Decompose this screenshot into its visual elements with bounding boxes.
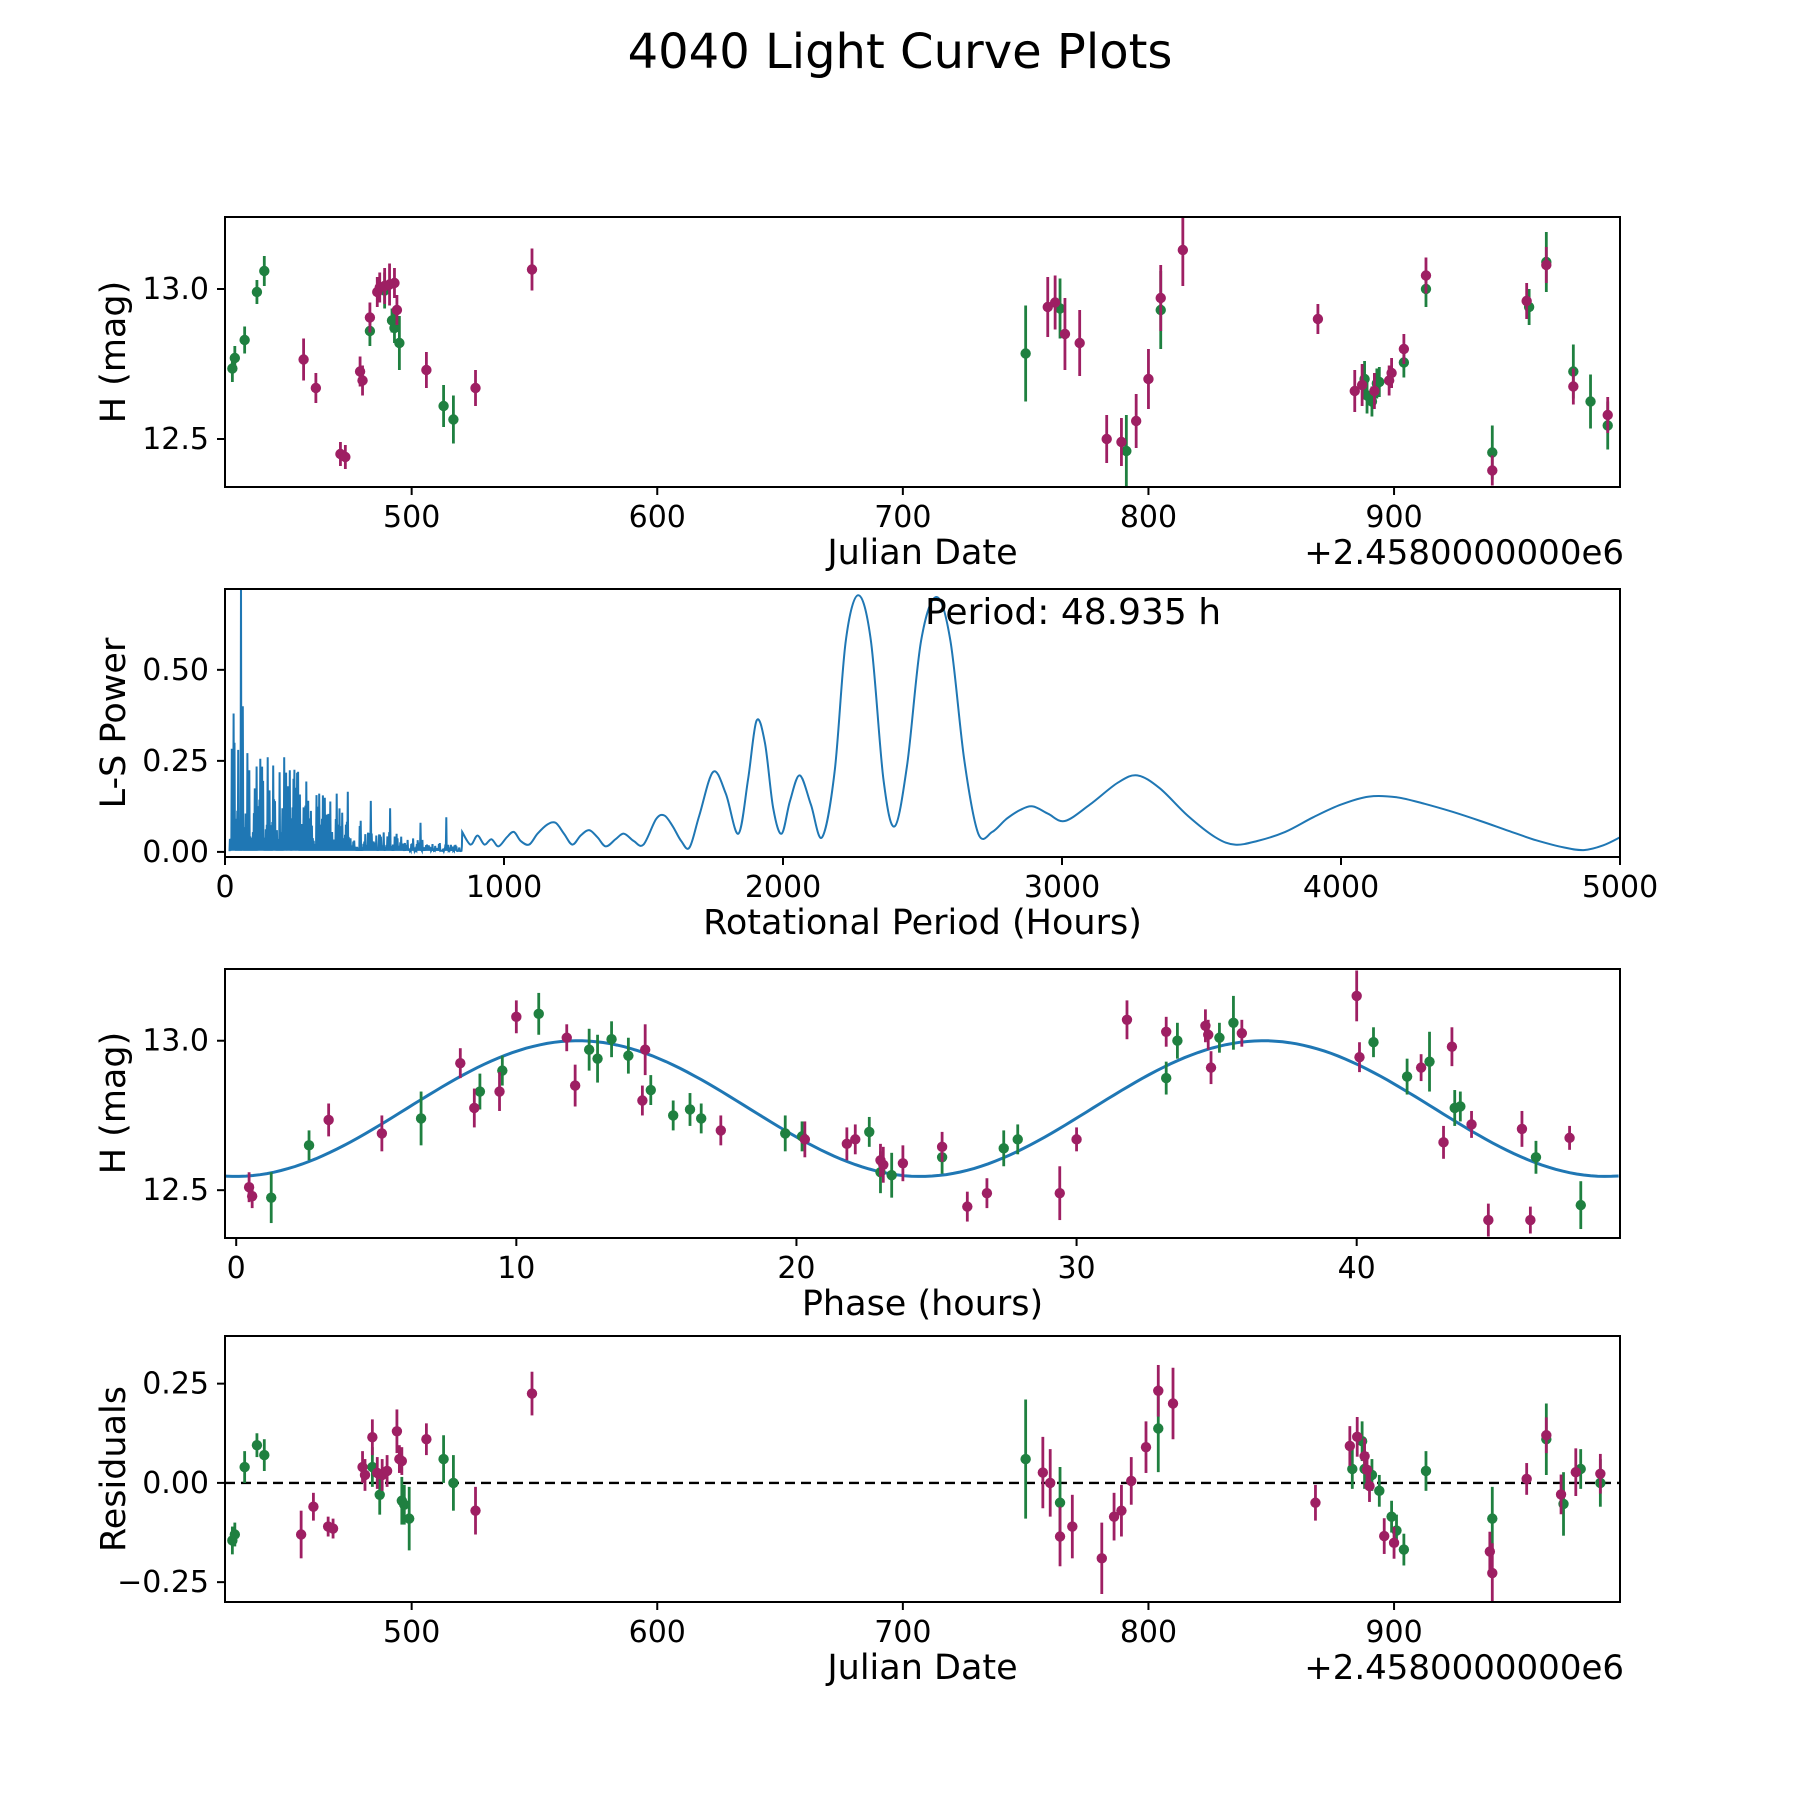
x-tick-label: 500: [383, 500, 441, 535]
y-tick-label: −0.25: [117, 1565, 209, 1601]
data-point: [1055, 1498, 1065, 1508]
y-tick-label: 0.25: [142, 1366, 209, 1402]
data-point: [1228, 1018, 1238, 1028]
data-point: [1351, 991, 1361, 1001]
lightcurve-axis-offset-text: +2.4580000000e6: [1304, 533, 1624, 573]
data-point: [455, 1058, 465, 1068]
x-tick-label: 700: [874, 500, 932, 535]
data-point: [1595, 1469, 1605, 1479]
data-point: [1071, 1134, 1081, 1144]
data-point: [1013, 1134, 1023, 1144]
night-set-1-series: [266, 993, 1586, 1229]
data-point: [1067, 1521, 1077, 1531]
data-point: [323, 1115, 333, 1125]
data-point: [1055, 1188, 1065, 1198]
axes-frame: [225, 969, 1620, 1238]
data-point: [404, 1513, 414, 1523]
data-point: [1487, 1568, 1497, 1578]
data-point: [1568, 381, 1578, 391]
data-point: [1172, 1036, 1182, 1046]
data-point: [640, 1045, 650, 1055]
data-point: [570, 1080, 580, 1090]
data-point: [340, 452, 350, 462]
data-point: [375, 1490, 385, 1500]
data-point: [1386, 368, 1396, 378]
data-point: [416, 1113, 426, 1123]
phased-content: [225, 970, 1619, 1236]
data-point: [1122, 1015, 1132, 1025]
data-point: [878, 1160, 888, 1170]
residuals-content: [225, 1365, 1620, 1603]
data-point: [716, 1125, 726, 1135]
data-point: [296, 1529, 306, 1539]
lightcurve-xlabel: Julian Date: [827, 533, 1018, 573]
data-point: [886, 1170, 896, 1180]
data-point: [1178, 245, 1188, 255]
data-point: [1576, 1200, 1586, 1210]
data-point: [311, 383, 321, 393]
data-point: [1050, 297, 1060, 307]
data-point: [898, 1158, 908, 1168]
data-point: [1097, 1553, 1107, 1563]
data-point: [421, 1434, 431, 1444]
phase-subplot: [142, 969, 1620, 1286]
data-point: [1416, 1062, 1426, 1072]
data-point: [470, 1505, 480, 1515]
x-tick-label: 30: [1057, 1251, 1096, 1286]
axes-frame: [225, 1336, 1620, 1602]
y-tick-label: 0.00: [142, 1465, 209, 1501]
data-point: [1020, 348, 1030, 358]
data-point: [1074, 338, 1084, 348]
x-tick-label: 0: [215, 870, 235, 905]
periodogram-subplot: [142, 589, 1659, 905]
data-point: [1374, 1486, 1384, 1496]
model-curve: [225, 1041, 1619, 1177]
y-tick-label: 13.0: [142, 272, 209, 307]
x-tick-label: 600: [628, 1615, 686, 1650]
data-point: [448, 414, 458, 424]
data-point: [1038, 1467, 1048, 1477]
data-point: [1153, 1423, 1163, 1433]
x-tick-label: 20: [777, 1251, 816, 1286]
data-point: [1541, 260, 1551, 270]
x-tick-label: 4000: [1302, 870, 1380, 905]
data-point: [1525, 1215, 1535, 1225]
x-tick-label: 900: [1365, 1615, 1423, 1650]
y-tick-label: 12.5: [142, 422, 209, 457]
data-point: [239, 1462, 249, 1472]
night-set-1-series: [227, 1385, 1605, 1566]
data-point: [1214, 1033, 1224, 1043]
data-point: [668, 1110, 678, 1120]
data-point: [1206, 1062, 1216, 1072]
data-point: [1143, 374, 1153, 384]
data-point: [470, 383, 480, 393]
x-tick-label: 0: [226, 1251, 246, 1286]
data-point: [1455, 1101, 1465, 1111]
x-tick-label: 3000: [1023, 870, 1101, 905]
data-point: [382, 1466, 392, 1476]
lightcurve-plot-area: [142, 217, 1620, 535]
data-point: [1368, 1037, 1378, 1047]
data-point: [360, 1470, 370, 1480]
data-point: [864, 1127, 874, 1137]
data-point: [1055, 1531, 1065, 1541]
data-point: [1310, 1498, 1320, 1508]
data-point: [1571, 1467, 1581, 1477]
data-point: [1101, 434, 1111, 444]
data-point: [328, 1523, 338, 1533]
data-point: [397, 1456, 407, 1466]
data-point: [1399, 344, 1409, 354]
x-tick-label: 800: [1119, 500, 1178, 535]
data-point: [962, 1201, 972, 1211]
data-point: [389, 278, 399, 288]
periodogram-plot-area: [142, 589, 1659, 905]
data-point: [392, 1426, 402, 1436]
data-point: [377, 1128, 387, 1138]
data-point: [448, 1478, 458, 1488]
data-point: [1421, 1466, 1431, 1476]
data-point: [357, 375, 367, 385]
data-point: [494, 1086, 504, 1096]
data-point: [850, 1134, 860, 1144]
data-point: [367, 1432, 377, 1442]
data-point: [1141, 1442, 1151, 1452]
data-point: [780, 1128, 790, 1138]
data-point: [1161, 1027, 1171, 1037]
data-point: [623, 1050, 633, 1060]
residuals-plot-area: [117, 1336, 1620, 1650]
data-point: [239, 335, 249, 345]
night-set-2-series: [244, 970, 1575, 1236]
y-tick-label: 12.5: [142, 1173, 209, 1209]
data-point: [1156, 293, 1166, 303]
data-point: [1357, 380, 1367, 390]
data-point: [800, 1134, 810, 1144]
data-point: [562, 1033, 572, 1043]
data-point: [394, 338, 404, 348]
night-set-2-series: [298, 214, 1613, 486]
x-tick-label: 900: [1365, 500, 1423, 535]
data-point: [1541, 1430, 1551, 1440]
data-point: [1556, 1489, 1566, 1499]
data-point: [421, 365, 431, 375]
x-tick-label: 500: [383, 1615, 441, 1650]
x-tick-label: 2000: [744, 870, 822, 905]
data-point: [1203, 1030, 1213, 1040]
x-tick-label: 5000: [1581, 870, 1659, 905]
data-point: [298, 354, 308, 364]
data-point: [438, 401, 448, 411]
data-point: [1564, 1133, 1574, 1143]
data-point: [637, 1095, 647, 1105]
data-point: [1131, 416, 1141, 426]
data-point: [1116, 437, 1126, 447]
data-point: [259, 1450, 269, 1460]
data-point: [696, 1113, 706, 1123]
data-point: [365, 312, 375, 322]
y-tick-label: 0.50: [142, 652, 209, 688]
data-point: [592, 1053, 602, 1063]
data-point: [1389, 1538, 1399, 1548]
data-point: [1447, 1042, 1457, 1052]
data-point: [1313, 314, 1323, 324]
data-point: [534, 1009, 544, 1019]
data-point: [1161, 1073, 1171, 1083]
data-point: [1438, 1137, 1448, 1147]
data-point: [1126, 1476, 1136, 1486]
data-point: [1487, 1513, 1497, 1523]
lightcurve-subplot: [142, 217, 1620, 535]
data-point: [1603, 410, 1613, 420]
data-point: [1466, 1119, 1476, 1129]
data-point: [438, 1454, 448, 1464]
data-point: [1421, 270, 1431, 280]
data-point: [1399, 1544, 1409, 1554]
data-point: [1379, 1531, 1389, 1541]
x-tick-label: 1000: [465, 870, 543, 905]
data-point: [527, 264, 537, 274]
x-tick-label: 800: [1119, 1615, 1178, 1650]
data-point: [1402, 1071, 1412, 1081]
data-point: [475, 1086, 485, 1096]
data-point: [1531, 1152, 1541, 1162]
data-point: [511, 1012, 521, 1022]
phase-xlabel: Phase (hours): [801, 1284, 1044, 1324]
data-point: [937, 1142, 947, 1152]
data-point: [1354, 1052, 1364, 1062]
data-point: [646, 1085, 656, 1095]
lightcurve-ylabel: H (mag): [94, 280, 134, 424]
x-tick-label: 700: [874, 1615, 932, 1650]
data-point: [1424, 1056, 1434, 1066]
data-point: [1237, 1028, 1247, 1038]
data-point: [1585, 396, 1595, 406]
data-point: [982, 1188, 992, 1198]
data-point: [1020, 1454, 1030, 1464]
residuals-subplot: [117, 1336, 1620, 1650]
data-point: [584, 1045, 594, 1055]
lightcurve-content: [227, 214, 1613, 487]
y-tick-label: 0.25: [142, 743, 209, 779]
data-point: [304, 1140, 314, 1150]
data-point: [527, 1388, 537, 1398]
data-point: [1153, 1386, 1163, 1396]
data-point: [1060, 329, 1070, 339]
periodogram-xlabel: Rotational Period (Hours): [703, 903, 1142, 943]
periodogram-ylabel: L-S Power: [94, 637, 134, 809]
x-tick-label: 10: [497, 1251, 536, 1286]
y-tick-label: 0.00: [142, 834, 209, 870]
data-point: [999, 1143, 1009, 1153]
data-point: [247, 1191, 257, 1201]
data-point: [1045, 1478, 1055, 1488]
data-point: [1116, 1505, 1126, 1515]
x-tick-label: 600: [628, 500, 686, 535]
x-tick-label: 40: [1337, 1251, 1376, 1286]
data-point: [606, 1034, 616, 1044]
data-point: [685, 1104, 695, 1114]
residuals-axis-offset-text: +2.4580000000e6: [1304, 1648, 1624, 1688]
y-tick-label: 13.0: [142, 1023, 209, 1059]
data-point: [1487, 465, 1497, 475]
best-period-annotation: Period: 48.935 h: [925, 592, 1222, 633]
data-point: [230, 353, 240, 363]
data-point: [469, 1103, 479, 1113]
data-point: [259, 266, 269, 276]
data-point: [1521, 296, 1531, 306]
data-point: [308, 1502, 318, 1512]
residuals-xlabel: Julian Date: [827, 1648, 1018, 1688]
data-point: [1521, 1474, 1531, 1484]
data-point: [252, 1440, 262, 1450]
data-point: [1364, 1481, 1374, 1491]
data-point: [1483, 1215, 1493, 1225]
data-point: [252, 287, 262, 297]
axes-frame: [225, 217, 1620, 487]
residuals-ylabel: Residuals: [94, 1385, 134, 1553]
data-point: [392, 305, 402, 315]
data-point: [230, 1529, 240, 1539]
data-point: [1369, 386, 1379, 396]
phase-ylabel: H (mag): [94, 1031, 134, 1175]
data-point: [1352, 1432, 1362, 1442]
data-point: [1168, 1398, 1178, 1408]
data-point: [1517, 1124, 1527, 1134]
data-point: [1345, 1441, 1355, 1451]
data-point: [266, 1192, 276, 1202]
figure-title: 4040 Light Curve Plots: [627, 24, 1173, 80]
phase-plot-area: [142, 969, 1620, 1286]
